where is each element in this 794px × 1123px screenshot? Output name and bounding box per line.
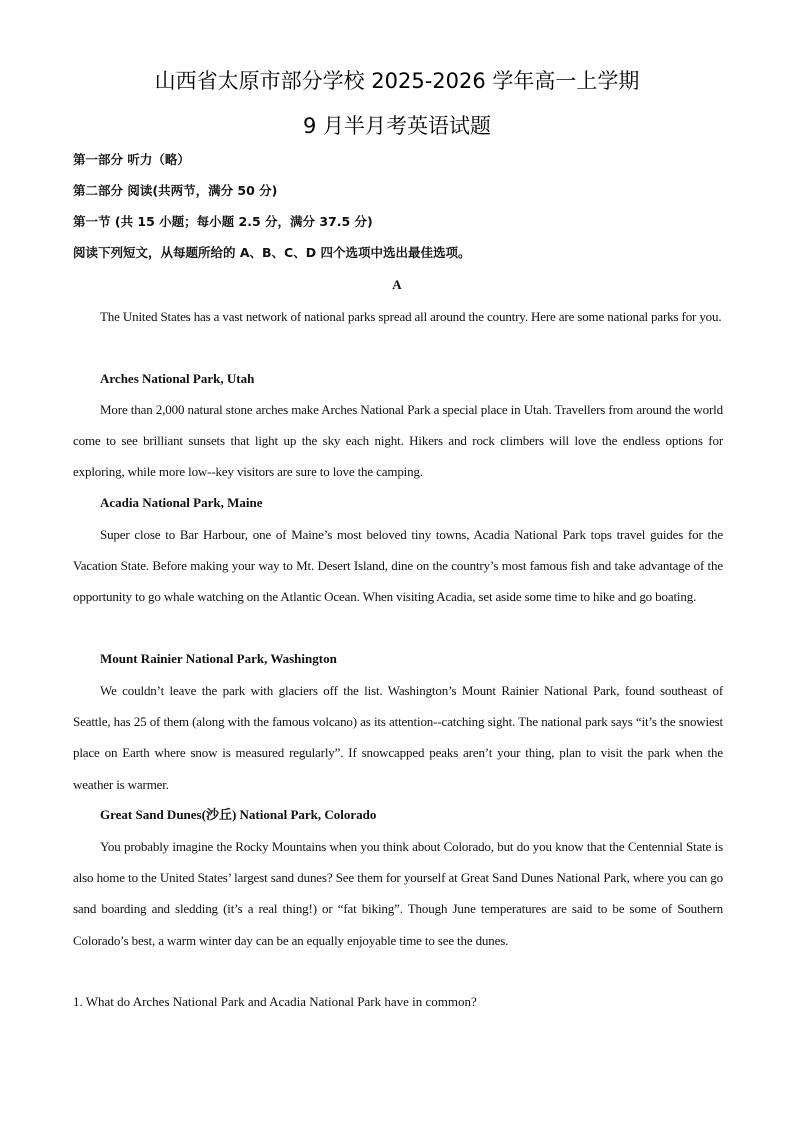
park-heading-arches: Arches National Park, Utah (100, 371, 255, 386)
reading-instruction: 阅读下列短文，从每题所给的 A、B、C、D 四个选项中选出最佳选项。 (73, 245, 471, 260)
question-1: 1. What do Arches National Park and Acadia National Park have in common? (73, 994, 477, 1009)
exam-title-line-2: 9 月半月考英语试题 (302, 114, 492, 138)
park-text-sand-dunes: You probably imagine the Rocky Mountains when you think about Colorado, but do you know that the Centennial State is also home to the United States’ largest sand dunes? See them for yourself at Great Sand Dunes National Park, where you can go sand boarding and sledding (it’s a real thing!) or “fat biking”. Though June temperatures are said to be some of Southern Colorado’s best, a warm winter day can be an equally enjoyable time to see the dunes. (73, 839, 723, 948)
park-text-arches: More than 2,000 natural stone arches make Arches National Park a special place in Utah. Travellers from around the world come to see brilliant sunsets that light up the sky each night. Hikers and rock climbers will love the endless options for exploring, while more low--key visitors are sure to love the camping. (73, 402, 723, 480)
park-text-acadia: Super close to Bar Harbour, one of Maine’s most beloved tiny towns, Acadia National Park tops travel guides for the Vacation State. Before making your way to Mt. Desert Island, dine on the country’s most famous fish and take advantage of the opportunity to go whale watching on the Atlantic Ocean. When visiting Acadia, set aside some time to hike and go boating. (73, 527, 723, 605)
park-heading-rainier: Mount Rainier National Park, Washington (100, 651, 337, 666)
exam-title-line-1: 山西省太原市部分学校 2025-2026 学年高一上学期 (154, 69, 640, 93)
part-1-heading: 第一部分 听力（略） (73, 152, 190, 167)
park-heading-acadia: Acadia National Park, Maine (100, 495, 263, 510)
passage-label: A (392, 277, 402, 292)
park-text-rainier: We couldn’t leave the park with glaciers off the list. Washington’s Mount Rainier National Park, found southeast of Seattle, has 25 of them (along with the famous volcano) as its attention--catching sight. The national park says “it’s the snowiest place on Earth where snow is measured regularly”. If snowcapped peaks aren’t your thing, plan to visit the park when the weather is warmer. (73, 683, 723, 792)
part-2-heading: 第二部分 阅读(共两节，满分 50 分) (73, 183, 278, 198)
section-1-heading: 第一节 (共 15 小题；每小题 2.5 分，满分 37.5 分) (73, 214, 373, 229)
park-heading-sand-dunes: Great Sand Dunes(沙丘) National Park, Colorado (100, 807, 377, 822)
passage-intro: The United States has a vast network of national parks spread all around the country. Here are some national parks for you. (100, 309, 722, 324)
